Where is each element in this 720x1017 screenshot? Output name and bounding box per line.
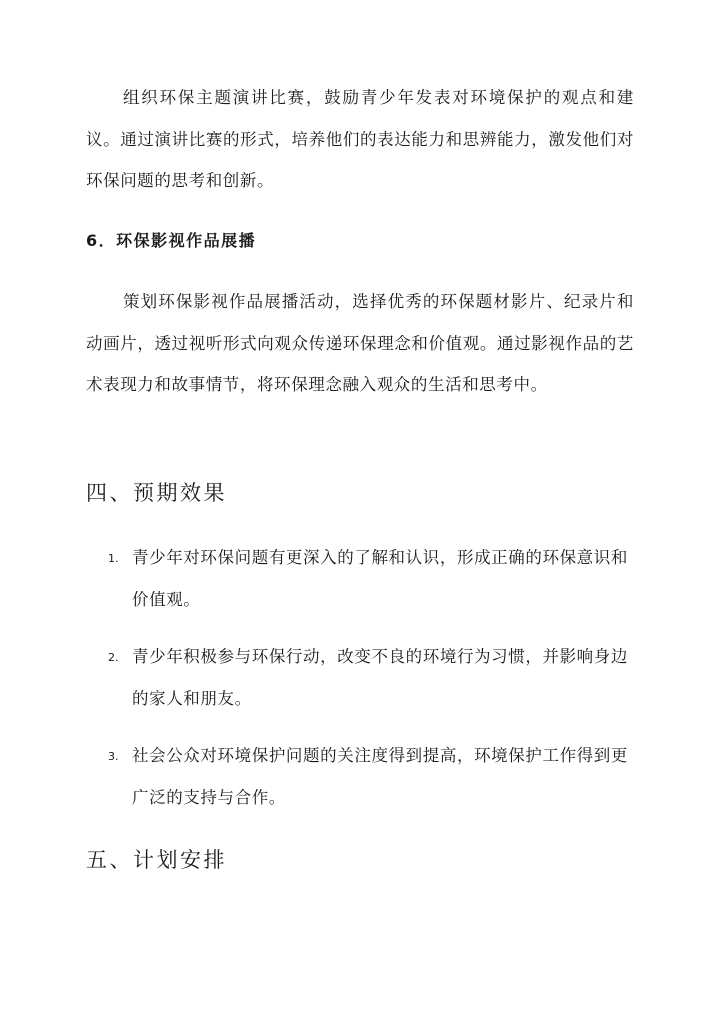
expected-effects-list [108,537,628,834]
list-item-number: 2. [108,651,119,664]
list-item [108,537,628,620]
list-item-text: 社会公众对环境保护问题的关注度得到提高，环境保护工作得到更广泛的支持与合作。 [132,746,628,807]
list-item [108,636,628,719]
expected-effects-heading: 四、预期效果 [86,481,227,505]
list-item-text: 青少年积极参与环保行动，改变不良的环境行为习惯，并影响身边的家人和朋友。 [132,647,628,708]
list-item-number: 3. [108,750,119,763]
list-item [108,735,628,818]
list-item-number: 1. [108,552,119,565]
speech-contest-paragraph: 组织环保主题演讲比赛，鼓励青少年发表对环境保护的观点和建议。通过演讲比赛的形式，培养他们的表达能力和思辨能力，激发他们对环保问题的思考和创新。 [86,88,634,190]
film-screening-subheading: 6．环保影视作品展播 [86,231,257,250]
film-screening-paragraph: 策划环保影视作品展播活动，选择优秀的环保题材影片、纪录片和动画片，透过视听形式向观众传递环保理念和价值观。通过影视作品的艺术表现力和故事情节，将环保理念融入观众的生活和思考中。 [86,292,634,394]
list-item-text: 青少年对环保问题有更深入的了解和认识，形成正确的环保意识和价值观。 [132,548,628,609]
schedule-heading: 五、计划安排 [86,848,227,872]
